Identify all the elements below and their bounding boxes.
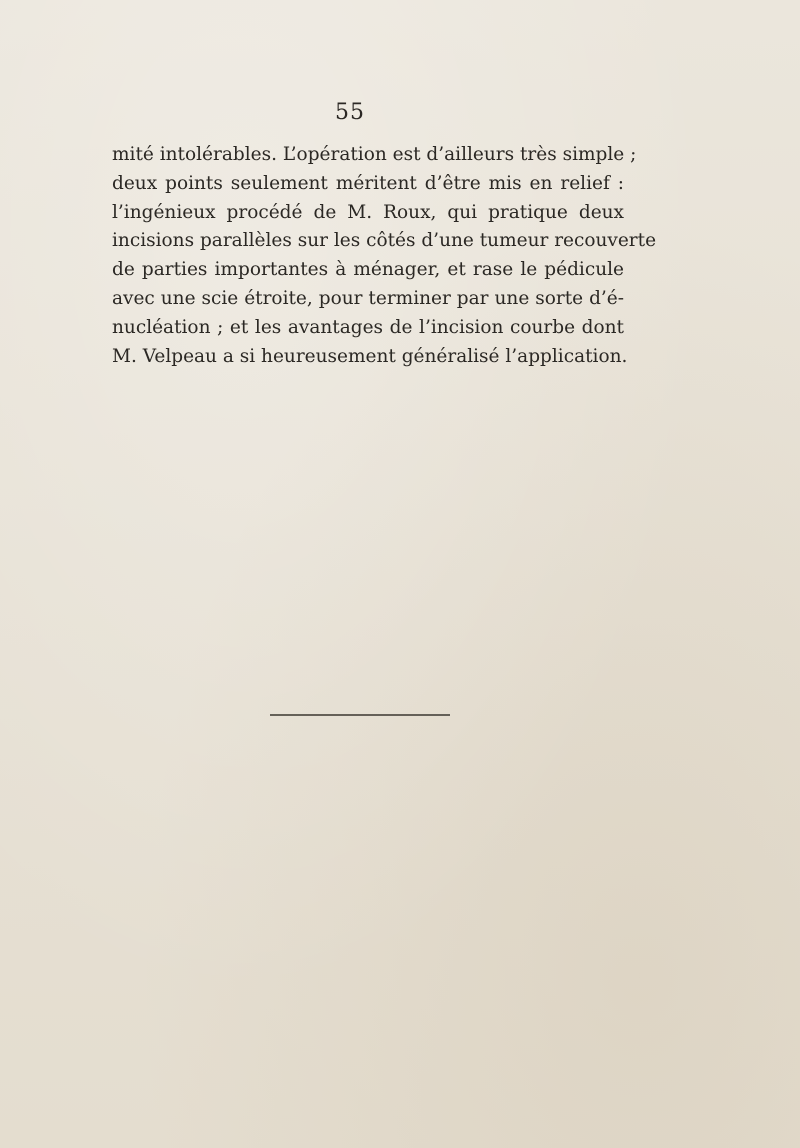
- text-line: nucléation ; et les avantages de l’incision courbe dont: [112, 316, 624, 338]
- text-line: avec une scie étroite, pour terminer par une sorte d’é-: [112, 287, 624, 309]
- text-line: mité intolérables. L’opération est d’ailleurs très simple ;: [112, 144, 637, 165]
- text-line: incisions parallèles sur les côtés d’une tumeur recouverte: [112, 230, 657, 252]
- text-line: de parties importantes à ménager, et rase le pédicule: [112, 259, 624, 281]
- page-number: 55: [335, 100, 365, 125]
- text-line: l’ingénieux procédé de M. Roux, qui pratique deux: [112, 201, 624, 223]
- body-paragraph: [112, 141, 657, 371]
- text-line: deux points seulement méritent d’être mis en relief :: [112, 172, 624, 194]
- section-divider: [270, 714, 450, 716]
- text-line: M. Velpeau a si heureusement généralisé l’application.: [112, 345, 628, 367]
